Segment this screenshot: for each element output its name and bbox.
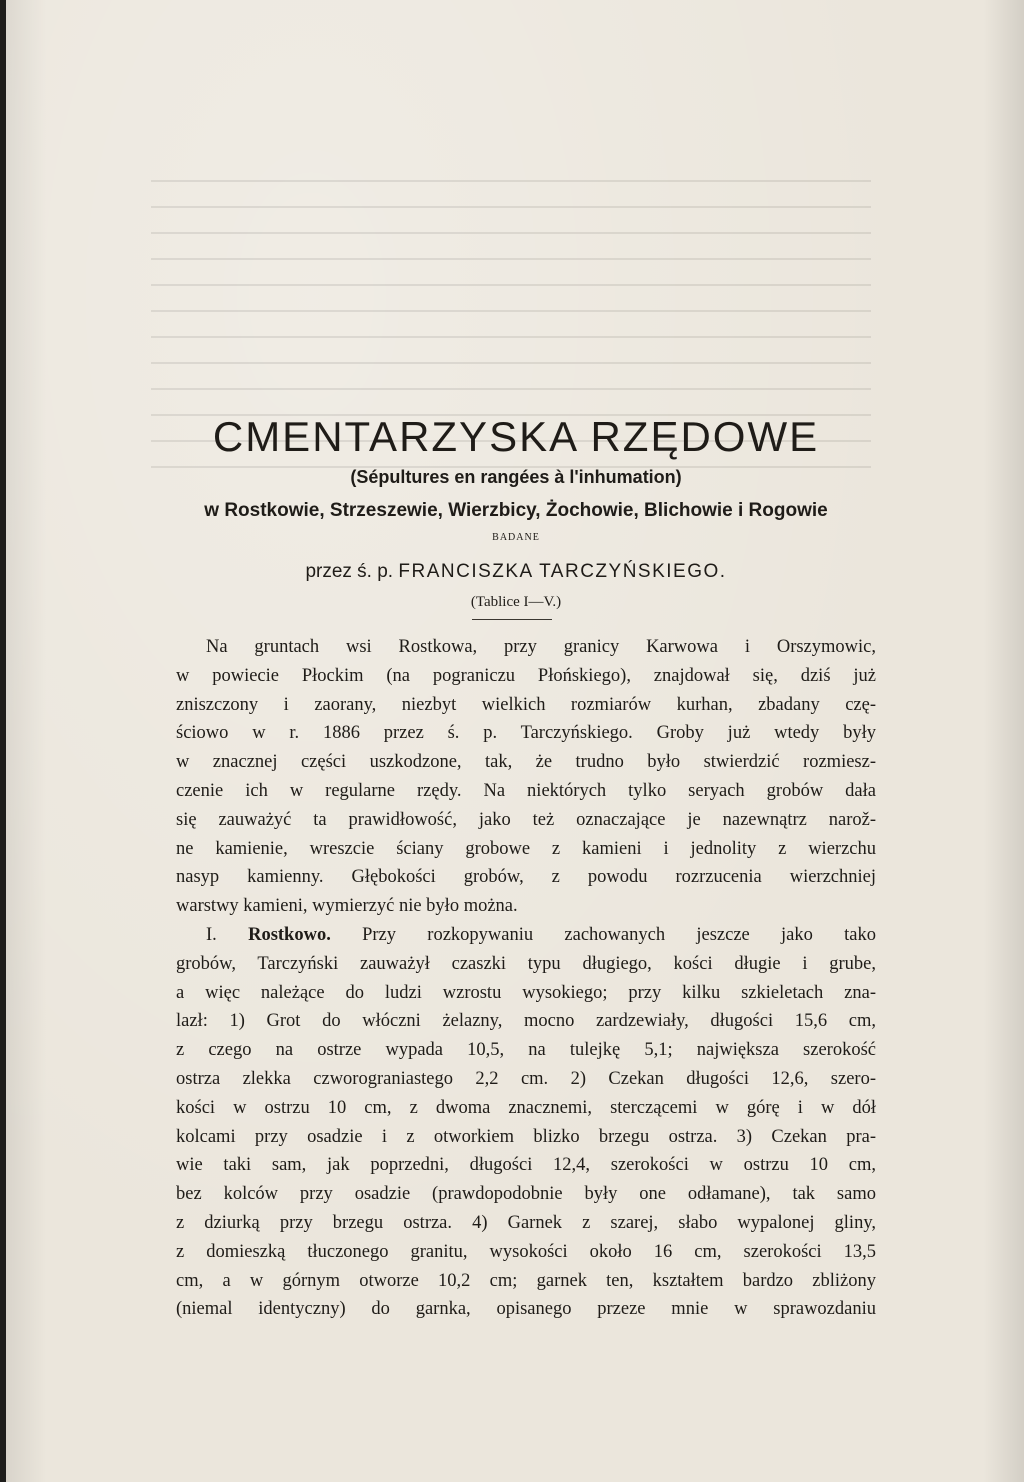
body-line: (niemal identyczny) do garnka, opisanego przeze mnie w sprawozdaniu: [176, 1299, 876, 1320]
body-line: warstwy kamieni, wymierzyć nie było można.: [176, 896, 518, 917]
article-body: [176, 633, 876, 1324]
body-line: ostrza zlekka czworograniastego 2,2 cm. 2) Czekan długości 12,6, szero-: [176, 1068, 876, 1089]
body-line: z dziurką przy brzegu ostrza. 4) Garnek z szarej, słabo wypalonej gliny,: [176, 1212, 876, 1233]
title-divider: [472, 619, 552, 620]
section-number: I.: [206, 924, 217, 945]
scanned-page: [6, 0, 1024, 1482]
body-line: czenie ich w regularne rzędy. Na niektórych tylko seryach grobów dała: [176, 780, 876, 801]
article-title: CMENTARZYSKA RZĘDOWE: [212, 413, 820, 460]
body-line: ściowo w r. 1886 przez ś. p. Tarczyńskiego. Groby już wtedy były: [176, 723, 876, 744]
article-subtitle: (Sépultures en rangées à l'inhumation): [350, 467, 682, 487]
body-line: kolcami przy osadzie i z otworkiem blizko brzegu ostrza. 3) Czekan pra-: [176, 1126, 876, 1147]
section-heading: Rostkowo.: [248, 924, 331, 945]
body-line: zniszczony i zaorany, niezbyt wielkich rozmiarów kurhan, zbadany czę-: [176, 694, 876, 715]
body-line: a więc należące do ludzi wzrostu wysokiego; przy kilku szkieletach zna-: [176, 982, 876, 1003]
article-locations: w Rostkowie, Strzeszewie, Wierzbicy, Żochowie, Blichowie i Rogowie: [204, 500, 828, 521]
body-line: z czego na ostrze wypada 10,5, na tulejkę 5,1; największa szerokość: [176, 1040, 876, 1061]
plates-reference: (Tablice I—V.): [470, 594, 562, 610]
section-heading-line: [176, 921, 876, 950]
author-prefix: przez ś. p.: [305, 561, 394, 582]
body-line: nasyp kamienny. Głębokości grobów, z powodu rozrzucenia wierzchniej: [176, 867, 876, 888]
body-line: się zauważyć ta prawidłowość, jako też oznaczające je nazewnątrz narož-: [176, 809, 876, 830]
researched-label: BADANE: [492, 532, 540, 543]
body-line: grobów, Tarczyński zauważył czaszki typu długiego, kości długie i grube,: [176, 953, 876, 974]
body-line: ne kamienie, wreszcie ściany grobowe z kamieni i jednolity z wierzchu: [176, 838, 876, 859]
body-line: z domieszką tłuczonego granitu, wysokości około 16 cm, szerokości 13,5: [176, 1241, 876, 1262]
body-line: Na gruntach wsi Rostkowa, przy granicy Karwowa i Orszymowic,: [206, 637, 876, 657]
body-line: lazł: 1) Grot do włóczni żelazny, mocno zardzewiały, długości 15,6 cm,: [176, 1011, 876, 1032]
author-line: [146, 561, 886, 583]
body-line: wie taki sam, jak poprzedni, długości 12,4, szerokości w ostrzu 10 cm,: [176, 1155, 876, 1176]
body-line: bez kolców przy osadzie (prawdopodobnie były one odłamane), tak samo: [176, 1184, 876, 1205]
body-line: kości w ostrzu 10 cm, z dwoma znacznemi, sterczącemi w górę i w dół: [176, 1097, 876, 1118]
body-line: w powiecie Płockim (na pograniczu Płońskiego), znajdował się, dziś już: [176, 665, 876, 686]
author-name: FRANCISZKA TARCZYŃSKIEGO.: [398, 561, 727, 582]
body-line: cm, a w górnym otworze 10,2 cm; garnek ten, kształtem bardzo zbliżony: [176, 1270, 876, 1291]
body-line-fragment: Przy rozkopywaniu zachowanych jeszcze jako tako: [362, 924, 876, 945]
body-line: w znacznej części uszkodzone, tak, że trudno było stwierdzić rozmiesz-: [176, 752, 876, 773]
